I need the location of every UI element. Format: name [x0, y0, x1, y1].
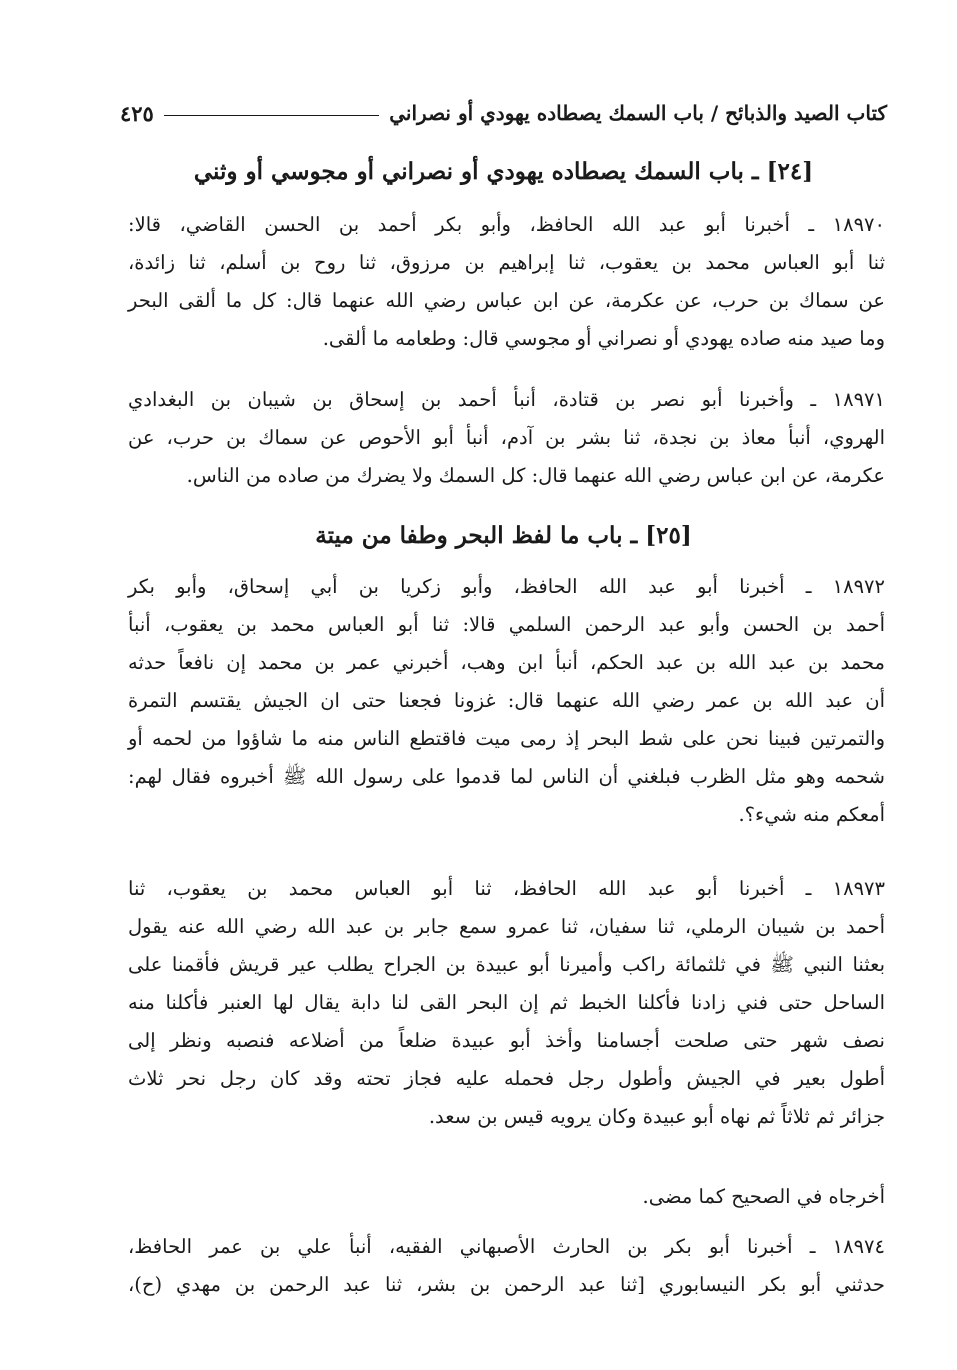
- text-line: محمد بن عبد الله بن عبد الحكم، أنبأ ابن وهب، أخبرني عمر بن محمد إن نافعاً حدثه: [128, 651, 885, 674]
- text-line: ١٨٩٧٣ ـ أخبرنا أبو عبد الله الحافظ، ثنا أبو العباس محمد بن يعقوب، ثنا: [128, 877, 885, 900]
- text-line: شحمه وهو مثل الظرب فبلغني أن الناس لما قدموا على رسول الله ﷺ أخبروه فقال لهم:: [128, 765, 885, 788]
- text-line: أمعكم منه شيء؟.: [738, 803, 885, 826]
- hadith-paragraph-18972: [128, 568, 885, 834]
- text-line: ١٨٩٧٠ ـ أخبرنا أبو عبد الله الحافظ، وأبو بكر أحمد بن الحسن القاضي، قالا:: [128, 213, 885, 236]
- running-header-title: كتاب الصيد والذبائح / باب السمك يصطاده يهودي أو نصراني: [389, 101, 887, 125]
- hadith-paragraph-18973: [128, 870, 885, 1136]
- page-number: ٤٢٥: [120, 100, 154, 126]
- hadith-paragraph-18971: [128, 381, 885, 495]
- text-line: نصف شهر حتى صلحت أجسامنا وأخذ أبو عبيدة ضلعاً من أضلاعه فنصبه ونظر إلى: [128, 1029, 885, 1052]
- text-line: الهروي، أنبأ معاذ بن نجدة، ثنا بشر بن آدم، أنبأ أبو الأحوص عن سماك بن حرب، عن: [128, 426, 885, 449]
- text-line: عكرمة، عن ابن عباس رضي الله عنهما قال: كل السمك ولا يضرك من صاده من الناس.: [186, 464, 885, 487]
- text-line: الساحل حتى فني زادنا فأكلنا الخبط ثم إن البحر القى لنا دابة يقال لها العنبر فأكلنا منه: [128, 991, 885, 1014]
- text-line: أحمد بن شيبان الرملي، ثنا سفيان، ثنا عمرو سمع جابر بن عبد الله رضي الله عنه يقول: [128, 915, 885, 938]
- hadith-paragraph-18974: [128, 1228, 885, 1304]
- text-line: أحمد بن الحسن وأبو عبد الرحمن السلمي قالا: ثنا أبو العباس محمد بن يعقوب، أنبأ: [128, 613, 885, 636]
- text-line: وما صيد منه صاده يهودي أو نصراني أو مجوسي قال: وطعامه ما ألقى.: [322, 327, 885, 350]
- text-line: والتمرتين فبينا نحن على شط البحر إذ رمى ميت فاقتطع الناس منه ما شاؤوا من لحمه أو: [128, 727, 885, 750]
- text-line: ١٨٩٧١ ـ وأخبرنا أبو نصر بن قتادة، أنبأ أحمد بن إسحاق بن شيبان بن البغدادي: [128, 388, 885, 411]
- running-header: [120, 96, 887, 130]
- text-line: ١٨٩٧٢ ـ أخبرنا أبو عبد الله الحافظ، وأبو زكريا بن أبي إسحاق، وأبو بكر: [128, 575, 885, 598]
- text-line: عن سماك بن حرب، عن عكرمة، عن ابن عباس رضي الله عنهما قال: كل ما ألقى البحر: [128, 289, 885, 312]
- text-line: أخرجاه في الصحيح كما مضى.: [642, 1185, 885, 1208]
- text-line: جزائر ثم ثلاثاً ثم نهاه أبو عبيدة وكان يرويه قيس بن سعد.: [428, 1105, 885, 1128]
- section-heading-24: [٢٤] ـ باب السمك يصطاده يهودي أو نصراني أو مجوسي أو وثني: [193, 158, 814, 185]
- section-heading-25: [٢٥] ـ باب ما لفظ البحر وطفا من ميتة: [315, 522, 692, 549]
- text-line: بعثنا النبي ﷺ في ثلثمائة راكب وأميرنا أبو عبيدة بن الجراح يطلب عير قريش فأقمنا على: [128, 953, 885, 976]
- text-line: ثنا أبو العباس محمد بن يعقوب، ثنا إبراهيم بن مرزوق، ثنا روح بن أسلم، ثنا زائدة،: [128, 251, 885, 274]
- takhrij-note: [128, 1178, 885, 1216]
- text-line: أن عبد الله بن عمر رضي الله عنهما قال: غزونا فجعنا حتى ان الجيش يقتسم التمرة: [128, 689, 885, 712]
- header-rule: [164, 115, 379, 116]
- hadith-paragraph-18970: [128, 206, 885, 358]
- text-line: ١٨٩٧٤ ـ أخبرنا أبو بكر بن الحارث الأصبهاني الفقيه، أنبأ علي بن عمر الحافظ،: [128, 1235, 885, 1258]
- text-line: أطول بعير في الجيش وأطول رجل فحمله عليه فجاز تحته وقد كان رجل نحر ثلاث: [128, 1067, 885, 1090]
- text-line: حدثني أبو بكر النيسابوري [ثنا عبد الرحمن بن بشر، ثنا عبد الرحمن بن مهدي (ح)،: [128, 1273, 885, 1296]
